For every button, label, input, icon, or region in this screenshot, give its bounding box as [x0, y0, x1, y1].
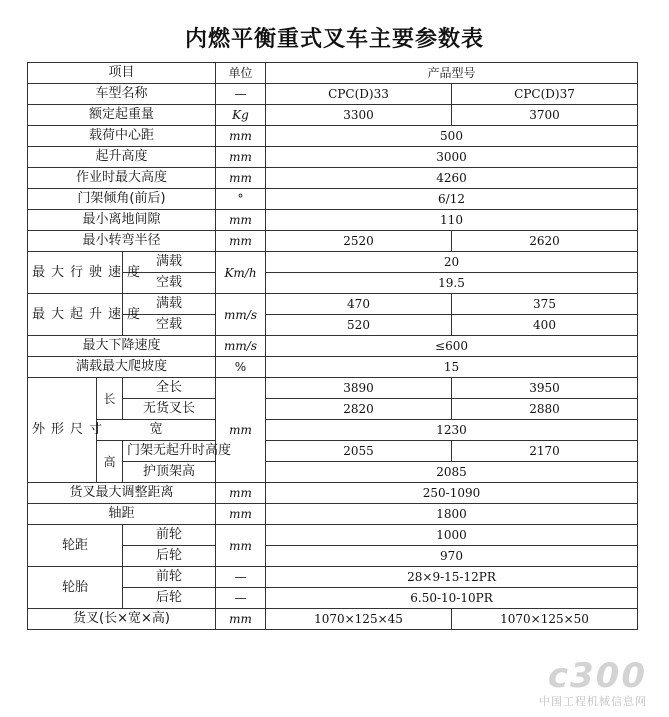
row-label: 起升高度 — [28, 147, 216, 168]
cell-value: 110 — [266, 210, 638, 231]
table-row — [28, 357, 638, 378]
row-unit: — — [216, 588, 266, 609]
sub-label: 后轮 — [123, 546, 216, 567]
cell-value: 1000 — [266, 525, 638, 546]
row-label: 货叉(长×宽×高) — [28, 609, 216, 630]
row-label: 外形尺寸 — [28, 378, 97, 483]
header-item: 项目 — [28, 63, 216, 84]
table-row — [28, 168, 638, 189]
cell-value: 250-1090 — [266, 483, 638, 504]
row-unit: mm — [216, 126, 266, 147]
cell-value: 3950 — [452, 378, 638, 399]
cell-value: CPC(D)37 — [452, 84, 638, 105]
cell-value: 1070×125×50 — [452, 609, 638, 630]
row-unit: mm — [216, 378, 266, 483]
table-row — [28, 63, 638, 84]
sub-label: 空载 — [123, 273, 216, 294]
row-label: 最大起升速度 — [28, 294, 123, 336]
sub-label: 高 — [97, 441, 123, 483]
table-row — [28, 567, 638, 588]
cell-value: 2880 — [452, 399, 638, 420]
cell-value: 3000 — [266, 147, 638, 168]
cell-value: 2820 — [266, 399, 452, 420]
row-label: 最大行驶速度 — [28, 252, 123, 294]
sub-label: 空载 — [123, 315, 216, 336]
cell-value: 28×9-15-12PR — [266, 567, 638, 588]
row-unit: mm — [216, 609, 266, 630]
row-unit: Kg — [216, 105, 266, 126]
row-unit: mm/s — [216, 336, 266, 357]
cell-value: 6/12 — [266, 189, 638, 210]
row-label: 最小转弯半径 — [28, 231, 216, 252]
sub-label: 满载 — [123, 294, 216, 315]
table-row — [28, 210, 638, 231]
sub-label: 门架无起升时高度 — [123, 441, 216, 462]
watermark — [539, 656, 647, 709]
table-row — [28, 231, 638, 252]
page-title: 内燃平衡重式叉车主要参数表 — [184, 27, 484, 52]
table-row — [28, 126, 638, 147]
cell-value: 2055 — [266, 441, 452, 462]
row-label: 车型名称 — [28, 84, 216, 105]
table-row — [28, 378, 638, 399]
sub-label: 满载 — [123, 252, 216, 273]
row-label: 满载最大爬坡度 — [28, 357, 216, 378]
row-unit: mm — [216, 231, 266, 252]
cell-value: 20 — [266, 252, 638, 273]
row-label: 货叉最大调整距离 — [28, 483, 216, 504]
row-unit: mm — [216, 483, 266, 504]
cell-value: ≤600 — [266, 336, 638, 357]
sub-label: 后轮 — [123, 588, 216, 609]
watermark-logo: c300 — [547, 656, 647, 696]
sub-label: 护顶架高 — [123, 462, 216, 483]
row-label: 作业时最大高度 — [28, 168, 216, 189]
table-row — [28, 252, 638, 273]
row-label: 轮距 — [28, 525, 123, 567]
row-label: 最小离地间隙 — [28, 210, 216, 231]
cell-value: 3700 — [452, 105, 638, 126]
table-row — [28, 294, 638, 315]
cell-value: 6.50-10-10PR — [266, 588, 638, 609]
row-unit: — — [216, 567, 266, 588]
cell-value: 3300 — [266, 105, 452, 126]
cell-value: 2620 — [452, 231, 638, 252]
table-row — [28, 420, 638, 441]
row-unit: Km/h — [216, 252, 266, 294]
cell-value: 470 — [266, 294, 452, 315]
header-product-model: 产品型号 — [266, 63, 638, 84]
sub-label: 全长 — [123, 378, 216, 399]
spec-table — [27, 62, 638, 630]
table-row — [28, 609, 638, 630]
row-label: 载荷中心距 — [28, 126, 216, 147]
cell-value: 1230 — [266, 420, 638, 441]
sub-label: 宽 — [97, 420, 216, 441]
cell-value: 375 — [452, 294, 638, 315]
table-row — [28, 483, 638, 504]
table-row — [28, 525, 638, 546]
row-label: 最大下降速度 — [28, 336, 216, 357]
cell-value: 1800 — [266, 504, 638, 525]
sub-label: 长 — [97, 378, 123, 420]
table-row — [28, 105, 638, 126]
header-unit: 单位 — [216, 63, 266, 84]
row-unit: mm — [216, 168, 266, 189]
row-label: 额定起重量 — [28, 105, 216, 126]
cell-value: 2520 — [266, 231, 452, 252]
cell-value: CPC(D)33 — [266, 84, 452, 105]
cell-value: 15 — [266, 357, 638, 378]
sub-label: 无货叉长 — [123, 399, 216, 420]
row-unit: mm — [216, 147, 266, 168]
cell-value: 970 — [266, 546, 638, 567]
table-row — [28, 504, 638, 525]
row-unit: mm — [216, 504, 266, 525]
row-unit: mm/s — [216, 294, 266, 336]
table-row — [28, 147, 638, 168]
row-unit: ° — [216, 189, 266, 210]
row-unit: % — [216, 357, 266, 378]
table-row — [28, 189, 638, 210]
row-unit: mm — [216, 525, 266, 567]
cell-value: 1070×125×45 — [266, 609, 452, 630]
cell-value: 2170 — [452, 441, 638, 462]
cell-value: 500 — [266, 126, 638, 147]
cell-value: 400 — [452, 315, 638, 336]
cell-value: 2085 — [266, 462, 638, 483]
row-label: 门架倾角(前后) — [28, 189, 216, 210]
table-row — [28, 336, 638, 357]
row-label: 轴距 — [28, 504, 216, 525]
cell-value: 520 — [266, 315, 452, 336]
row-label: 轮胎 — [28, 567, 123, 609]
watermark-site-name: 中国工程机械信息网 — [539, 695, 647, 708]
table-row — [28, 84, 638, 105]
sub-label: 前轮 — [123, 567, 216, 588]
cell-value: 3890 — [266, 378, 452, 399]
row-unit: — — [216, 84, 266, 105]
cell-value: 19.5 — [266, 273, 638, 294]
row-unit: mm — [216, 210, 266, 231]
cell-value: 4260 — [266, 168, 638, 189]
sub-label: 前轮 — [123, 525, 216, 546]
